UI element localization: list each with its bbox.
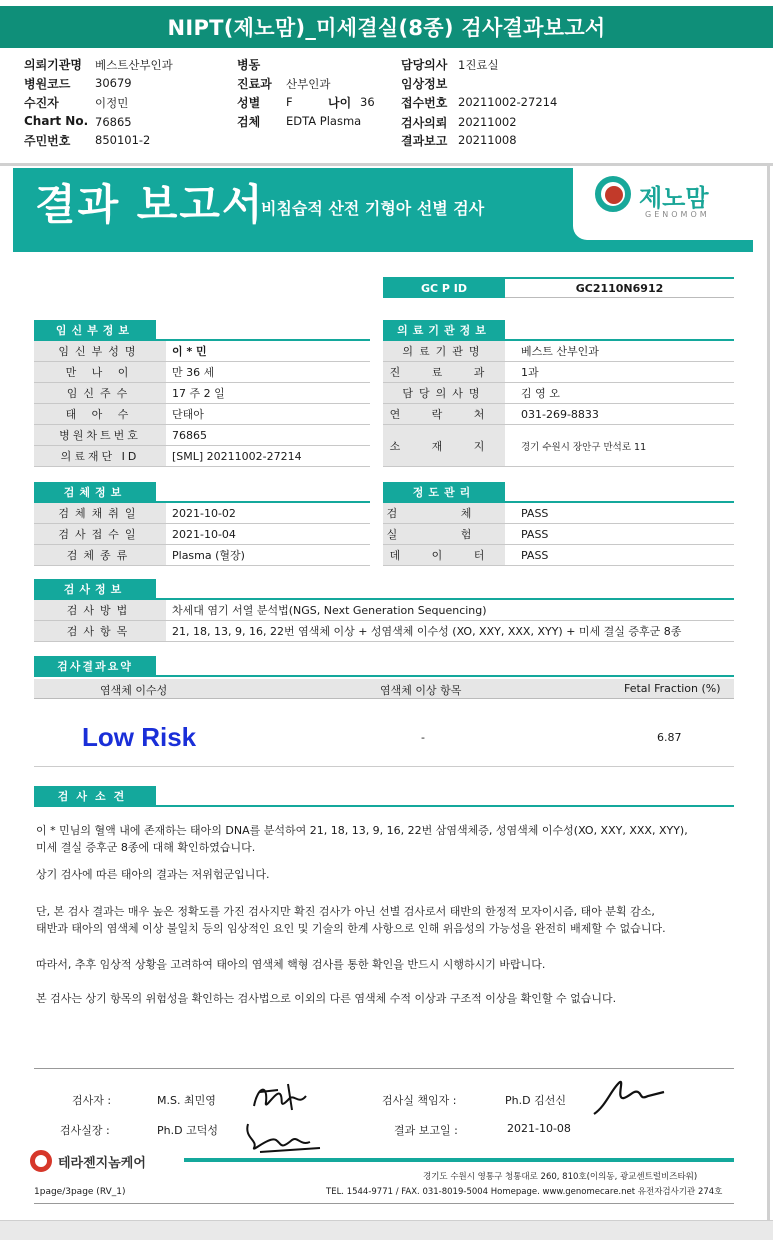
col-aneuploidy: 염색체 이수성 bbox=[100, 684, 168, 697]
chief-label: 검사실장 : bbox=[60, 1124, 110, 1137]
row-value: 베스트 산부인과 bbox=[521, 345, 599, 358]
header-label: 임상정보 bbox=[401, 77, 448, 91]
header-value: 20211008 bbox=[458, 133, 517, 147]
header-label: 병동 bbox=[237, 58, 261, 72]
header-value: 베스트산부인과 bbox=[95, 58, 173, 72]
header-label: 주민번호 bbox=[24, 134, 71, 148]
footer-accent-bar bbox=[184, 1158, 734, 1162]
row-value: 76865 bbox=[172, 428, 207, 442]
row-label: 만 나 이 bbox=[34, 362, 166, 382]
opinion-line: 본 검사는 상기 항목의 위험성을 확인하는 검사법으로 이외의 다른 염색체 수적 이상과 구조적 이상을 확인할 수 없습니다. bbox=[36, 992, 617, 1005]
fetal-fraction-value: 6.87 bbox=[657, 731, 682, 744]
terragen-logo bbox=[30, 1150, 180, 1172]
opinion-paragraph bbox=[36, 822, 736, 856]
row-value: 경기 수원시 장안구 만석로 11 bbox=[521, 441, 647, 453]
lead-name: Ph.D 김선신 bbox=[505, 1094, 566, 1107]
row-value: 031-269-8833 bbox=[521, 407, 599, 421]
row-value: 김 영 오 bbox=[521, 387, 560, 400]
header-value: 30679 bbox=[95, 76, 132, 90]
row-label: 실 험 bbox=[383, 524, 505, 544]
section-line bbox=[34, 675, 734, 677]
header-value: F bbox=[286, 95, 293, 109]
logo-subtext: GENOMOM bbox=[645, 210, 710, 219]
gcp-id-label: GC P ID bbox=[383, 279, 505, 298]
row-label: 검사접수일 bbox=[34, 524, 166, 544]
row-label: 임신주수 bbox=[34, 383, 166, 403]
section-summary: 검사결과요약 bbox=[34, 656, 156, 675]
row-label: 태 아 수 bbox=[34, 404, 166, 424]
row-value: 21, 18, 13, 9, 16, 22번 염색체 이상 + 성염색체 이수성 (XO, XXY, XXX, XYY) + 미세 결실 증후군 8종 bbox=[172, 625, 682, 638]
report-date: 2021-10-08 bbox=[507, 1122, 571, 1135]
table-row bbox=[383, 524, 734, 545]
chief-signature bbox=[240, 1118, 330, 1156]
header-label: 나이 bbox=[328, 96, 352, 110]
logo-dot-icon bbox=[605, 186, 623, 204]
section-qc: 정도관리 bbox=[383, 482, 505, 501]
section-institution: 의료기관정보 bbox=[383, 320, 505, 339]
opinion-line: 상기 검사에 따른 태아의 결과는 저위험군입니다. bbox=[36, 868, 270, 881]
header-value: 산부인과 bbox=[286, 77, 331, 91]
header-value: 1진료실 bbox=[458, 58, 499, 72]
header-row bbox=[24, 56, 82, 73]
opinion-line: 태반과 태아의 염색체 이상 불일치 등의 임상적인 요인 및 기술의 한계 사항으로 인해 위음성의 가능성을 완전히 배제할 수 없습니다. bbox=[36, 922, 666, 935]
header-value: 20211002 bbox=[458, 115, 517, 129]
table-row bbox=[383, 503, 734, 524]
company-address: 경기도 수원시 영통구 청통대로 260, 810호(이의동, 광교센트럴비즈타워) bbox=[423, 1172, 698, 1182]
gcp-id-row bbox=[383, 277, 734, 298]
table-row bbox=[34, 545, 370, 566]
header-label: 수진자 bbox=[24, 96, 59, 110]
section-test: 검사정보 bbox=[34, 579, 156, 598]
signature-top-line bbox=[34, 1068, 734, 1069]
header-value: 76865 bbox=[95, 115, 132, 129]
header-label: 검체 bbox=[237, 115, 261, 129]
row-value: 이 * 민 bbox=[172, 345, 207, 358]
header-label: 결과보고 bbox=[401, 134, 448, 148]
summary-header bbox=[34, 679, 734, 699]
patient-header bbox=[0, 50, 773, 165]
row-label: 임신부성명 bbox=[34, 341, 166, 361]
row-label: 의료재단 ID bbox=[34, 446, 166, 466]
row-value: PASS bbox=[521, 548, 549, 562]
terragen-mark-icon bbox=[30, 1150, 52, 1172]
tester-name: M.S. 최민영 bbox=[157, 1094, 216, 1107]
table-row bbox=[34, 404, 370, 425]
section-pregnant: 임신부정보 bbox=[34, 320, 156, 339]
table-row bbox=[34, 446, 370, 467]
summary-divider bbox=[34, 766, 734, 767]
row-value: 1과 bbox=[521, 366, 539, 379]
company-name: 테라젠지놈케어 bbox=[58, 1156, 146, 1171]
row-label: 검체채취일 bbox=[34, 503, 166, 523]
opinion-line: 이 * 민님의 혈액 내에 존재하는 태아의 DNA를 분석하여 21, 18, 13, 9, 16, 22번 삼염색체증, 성염색체 이수성(XO, XXY, XXX, XYY), bbox=[36, 824, 688, 837]
table-row bbox=[34, 425, 370, 446]
logo-text: 제노맘 bbox=[639, 184, 709, 212]
table-row bbox=[34, 600, 734, 621]
table-row bbox=[34, 503, 370, 524]
row-label: 연 락 처 bbox=[383, 404, 505, 424]
header-value: 이정민 bbox=[95, 96, 129, 110]
tester-signature bbox=[248, 1076, 318, 1120]
row-label: 검사방법 bbox=[34, 600, 166, 620]
section-line bbox=[34, 805, 734, 807]
banner-title: 결과 보고서 bbox=[35, 180, 265, 229]
report-banner bbox=[13, 168, 753, 252]
header-label: 의뢰기관명 bbox=[24, 58, 82, 72]
test-table bbox=[34, 600, 734, 644]
row-value: 만 36 세 bbox=[172, 366, 215, 379]
table-row bbox=[383, 362, 734, 383]
header-label: 성별 bbox=[237, 96, 261, 110]
chief-name: Ph.D 고덕성 bbox=[157, 1124, 218, 1137]
pregnant-table bbox=[34, 341, 370, 469]
row-label: 검 체 bbox=[383, 503, 505, 523]
table-row bbox=[383, 545, 734, 566]
row-label: 의료기관명 bbox=[383, 341, 505, 361]
table-row bbox=[383, 383, 734, 404]
header-label: 담당의사 bbox=[401, 58, 448, 72]
lead-signature bbox=[590, 1076, 670, 1120]
header-value: 850101-2 bbox=[95, 133, 151, 147]
report-date-label: 결과 보고일 : bbox=[394, 1124, 458, 1137]
institution-table bbox=[383, 341, 734, 469]
section-specimen: 검체정보 bbox=[34, 482, 156, 501]
table-row bbox=[383, 341, 734, 362]
company-contact: TEL. 1544-9771 / FAX. 031-8019-5004 Homepage. www.genomecare.net 유전자검사기관 274호 bbox=[326, 1187, 723, 1197]
row-label: 검사항목 bbox=[34, 621, 166, 641]
row-label: 소 재 지 bbox=[383, 425, 505, 466]
row-value: 2021-10-04 bbox=[172, 527, 236, 541]
banner-subtitle: 비침습적 산전 기형아 선별 검사 bbox=[261, 199, 485, 218]
specimen-table bbox=[34, 503, 370, 567]
row-label: 담당의사명 bbox=[383, 383, 505, 403]
table-row bbox=[383, 425, 734, 467]
header-label: 검사의뢰 bbox=[401, 116, 448, 130]
header-value: 36 bbox=[360, 95, 375, 109]
tester-label: 검사자 : bbox=[72, 1094, 112, 1107]
report-title: NIPT(제노맘)_미세결실(8종) 검사결과보고서 bbox=[0, 6, 773, 48]
table-row bbox=[34, 362, 370, 383]
row-value: Plasma (혈장) bbox=[172, 549, 245, 562]
row-label: 진 료 과 bbox=[383, 362, 505, 382]
opinion-line: 미세 결실 증후군 8종에 대해 확인하였습니다. bbox=[36, 841, 256, 854]
col-abnormal-items: 염색체 이상 항목 bbox=[380, 684, 462, 697]
table-row bbox=[34, 383, 370, 404]
header-value: 20211002-27214 bbox=[458, 95, 558, 109]
col-fetal-fraction: Fetal Fraction (%) bbox=[624, 682, 721, 695]
table-row bbox=[34, 524, 370, 545]
table-row bbox=[383, 404, 734, 425]
row-value: 단태아 bbox=[172, 408, 204, 421]
header-label: 접수번호 bbox=[401, 96, 448, 110]
header-label: 진료과 bbox=[237, 77, 272, 91]
row-value: 2021-10-02 bbox=[172, 506, 236, 520]
opinion-paragraph bbox=[36, 903, 736, 937]
footer-bottom-line bbox=[34, 1203, 734, 1204]
row-value: 17 주 2 일 bbox=[172, 387, 225, 400]
row-value: [SML] 20211002-27214 bbox=[172, 449, 302, 463]
row-value: 차세대 염기 서열 분석법(NGS, Next Generation Sequencing) bbox=[172, 604, 487, 617]
genomom-logo bbox=[573, 168, 753, 240]
header-label: Chart No. bbox=[24, 114, 89, 128]
opinion-line: 단, 본 검사 결과는 매우 높은 정확도를 가진 검사지만 확진 검사가 아닌 선별 검사로서 태반의 한정적 모자이시즘, 태아 분획 감소, bbox=[36, 905, 655, 918]
opinion-line: 따라서, 추후 임상적 상황을 고려하여 태아의 염색체 핵형 검사를 통한 확인을 반드시 시행하시기 바랍니다. bbox=[36, 958, 546, 971]
row-label: 데 이 터 bbox=[383, 545, 505, 565]
risk-result: Low Risk bbox=[82, 722, 197, 752]
table-row bbox=[34, 341, 370, 362]
gcp-id-value: GC2110N6912 bbox=[575, 282, 664, 295]
row-label: 검체종류 bbox=[34, 545, 166, 565]
row-value: PASS bbox=[521, 527, 549, 541]
row-label: 병원차트번호 bbox=[34, 425, 166, 445]
section-opinion: 검사소견 bbox=[34, 786, 156, 805]
row-value: PASS bbox=[521, 506, 549, 520]
page-bottom-strip bbox=[0, 1220, 773, 1240]
header-value: EDTA Plasma bbox=[286, 114, 362, 128]
page-number: 1page/3page (RV_1) bbox=[34, 1187, 126, 1197]
table-row bbox=[34, 621, 734, 642]
abnormal-value: - bbox=[421, 731, 425, 744]
lead-label: 검사실 책임자 : bbox=[382, 1094, 457, 1107]
qc-table bbox=[383, 503, 734, 567]
header-label: 병원코드 bbox=[24, 77, 71, 91]
